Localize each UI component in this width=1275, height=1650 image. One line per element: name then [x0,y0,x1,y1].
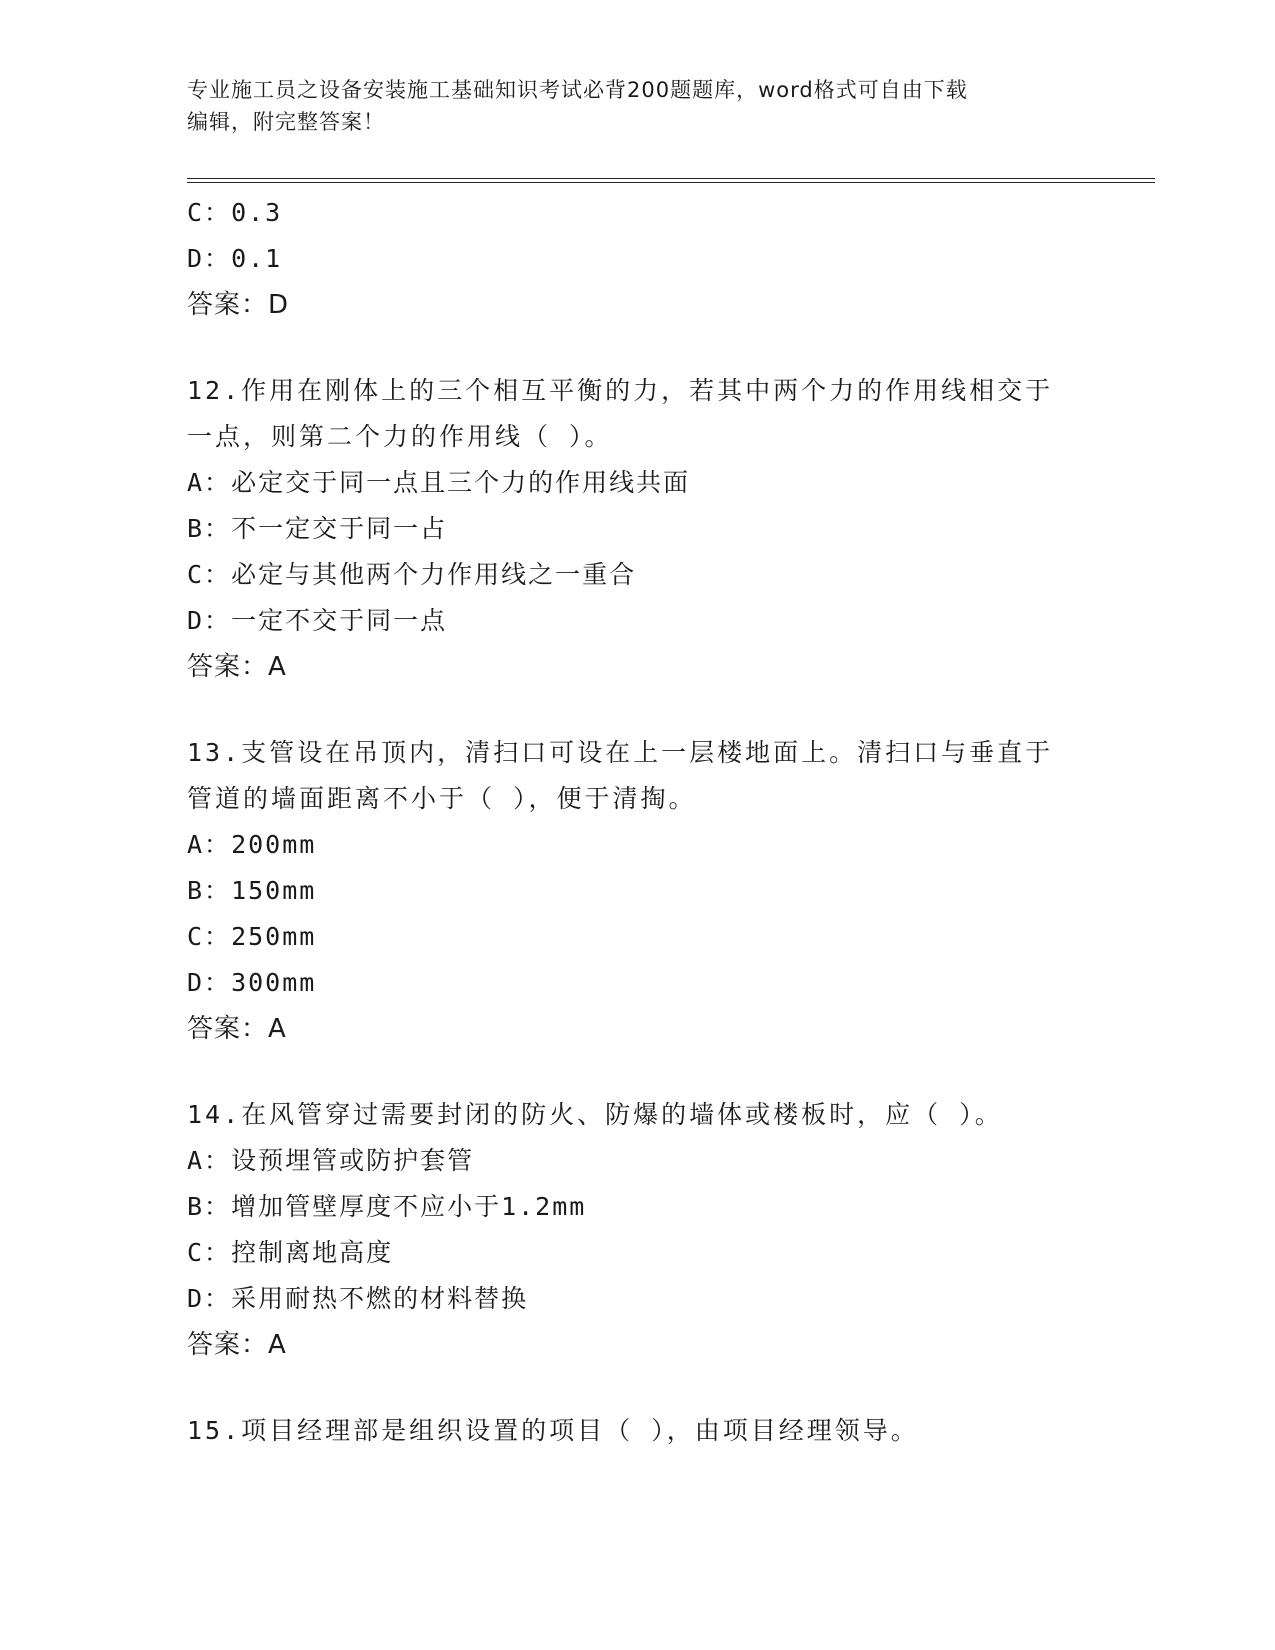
option-c [187,914,1087,960]
option-label: A： [187,830,232,859]
option-label: C： [187,560,232,589]
question-14 [187,1092,1087,1368]
answer-line: 答案：A [187,1014,287,1044]
option-label: A： [187,468,232,497]
option-label: D： [187,1284,232,1313]
option-label: B： [187,514,232,543]
option-a [187,822,1087,868]
option-d [187,598,1087,644]
option-c [187,552,1087,598]
option-text: 增加管壁厚度不应小于1.2mm [231,1192,587,1221]
option-label: B： [187,1192,232,1221]
option-c [187,1230,1087,1276]
option-b [187,868,1087,914]
header-divider [187,178,1155,183]
option-d [187,960,1087,1006]
option-d [187,1276,1087,1322]
answer-line: 答案：D [187,290,290,320]
option-label: D： [187,244,232,273]
option-text: 一定不交于同一点 [231,606,448,635]
option-label: D： [187,968,232,997]
answer-line: 答案：A [187,652,287,682]
header-title-line1: 专业施工员之设备安装施工基础知识考试必背200题题库，word格式可自由下载 [187,78,968,102]
option-a [187,1138,1087,1184]
option-b [187,506,1087,552]
option-text: 150mm [231,876,317,905]
option-label: C： [187,922,232,951]
option-b [187,1184,1087,1230]
option-text: 不一定交于同一占 [231,514,448,543]
question-stem-line1: 13.支管设在吊顶内，清扫口可设在上一层楼地面上。清扫口与垂直于 [187,738,1054,767]
question-stem-line1: 15.项目经理部是组织设置的项目（ ），由项目经理领导。 [187,1416,919,1445]
prev-question-tail [187,190,1087,328]
option-text: 0.1 [231,244,283,273]
option-text: 控制离地高度 [231,1238,394,1267]
option-text: 必定交于同一点且三个力的作用线共面 [231,468,691,497]
header-title-line2: 编辑，附完整答案！ [187,110,385,134]
question-13 [187,730,1087,1052]
question-stem-line2: 一点，则第二个力的作用线（ ）。 [187,422,613,451]
question-12 [187,368,1087,690]
option-label: B： [187,876,232,905]
option-text: 300mm [231,968,317,997]
question-stem-line1: 12.作用在刚体上的三个相互平衡的力，若其中两个力的作用线相交于 [187,376,1054,405]
option-label: D： [187,606,232,635]
option-text: 采用耐热不燃的材料替换 [231,1284,529,1313]
option-c [187,190,1087,236]
question-15 [187,1408,1087,1454]
option-text: 0.3 [231,198,283,227]
option-text: 设预埋管或防护套管 [231,1146,475,1175]
option-a [187,460,1087,506]
option-label: A： [187,1146,232,1175]
option-text: 必定与其他两个力作用线之一重合 [231,560,637,589]
page-header [187,74,1087,138]
option-text: 200mm [231,830,317,859]
answer-line: 答案：A [187,1330,287,1360]
question-stem-line1: 14.在风管穿过需要封闭的防火、防爆的墙体或楼板时，应（ ）。 [187,1100,1003,1129]
option-d [187,236,1087,282]
option-label: C： [187,198,232,227]
option-text: 250mm [231,922,317,951]
option-label: C： [187,1238,232,1267]
question-stem-line2: 管道的墙面距离不小于（ ），便于清掏。 [187,784,697,813]
question-list [187,190,1087,1454]
